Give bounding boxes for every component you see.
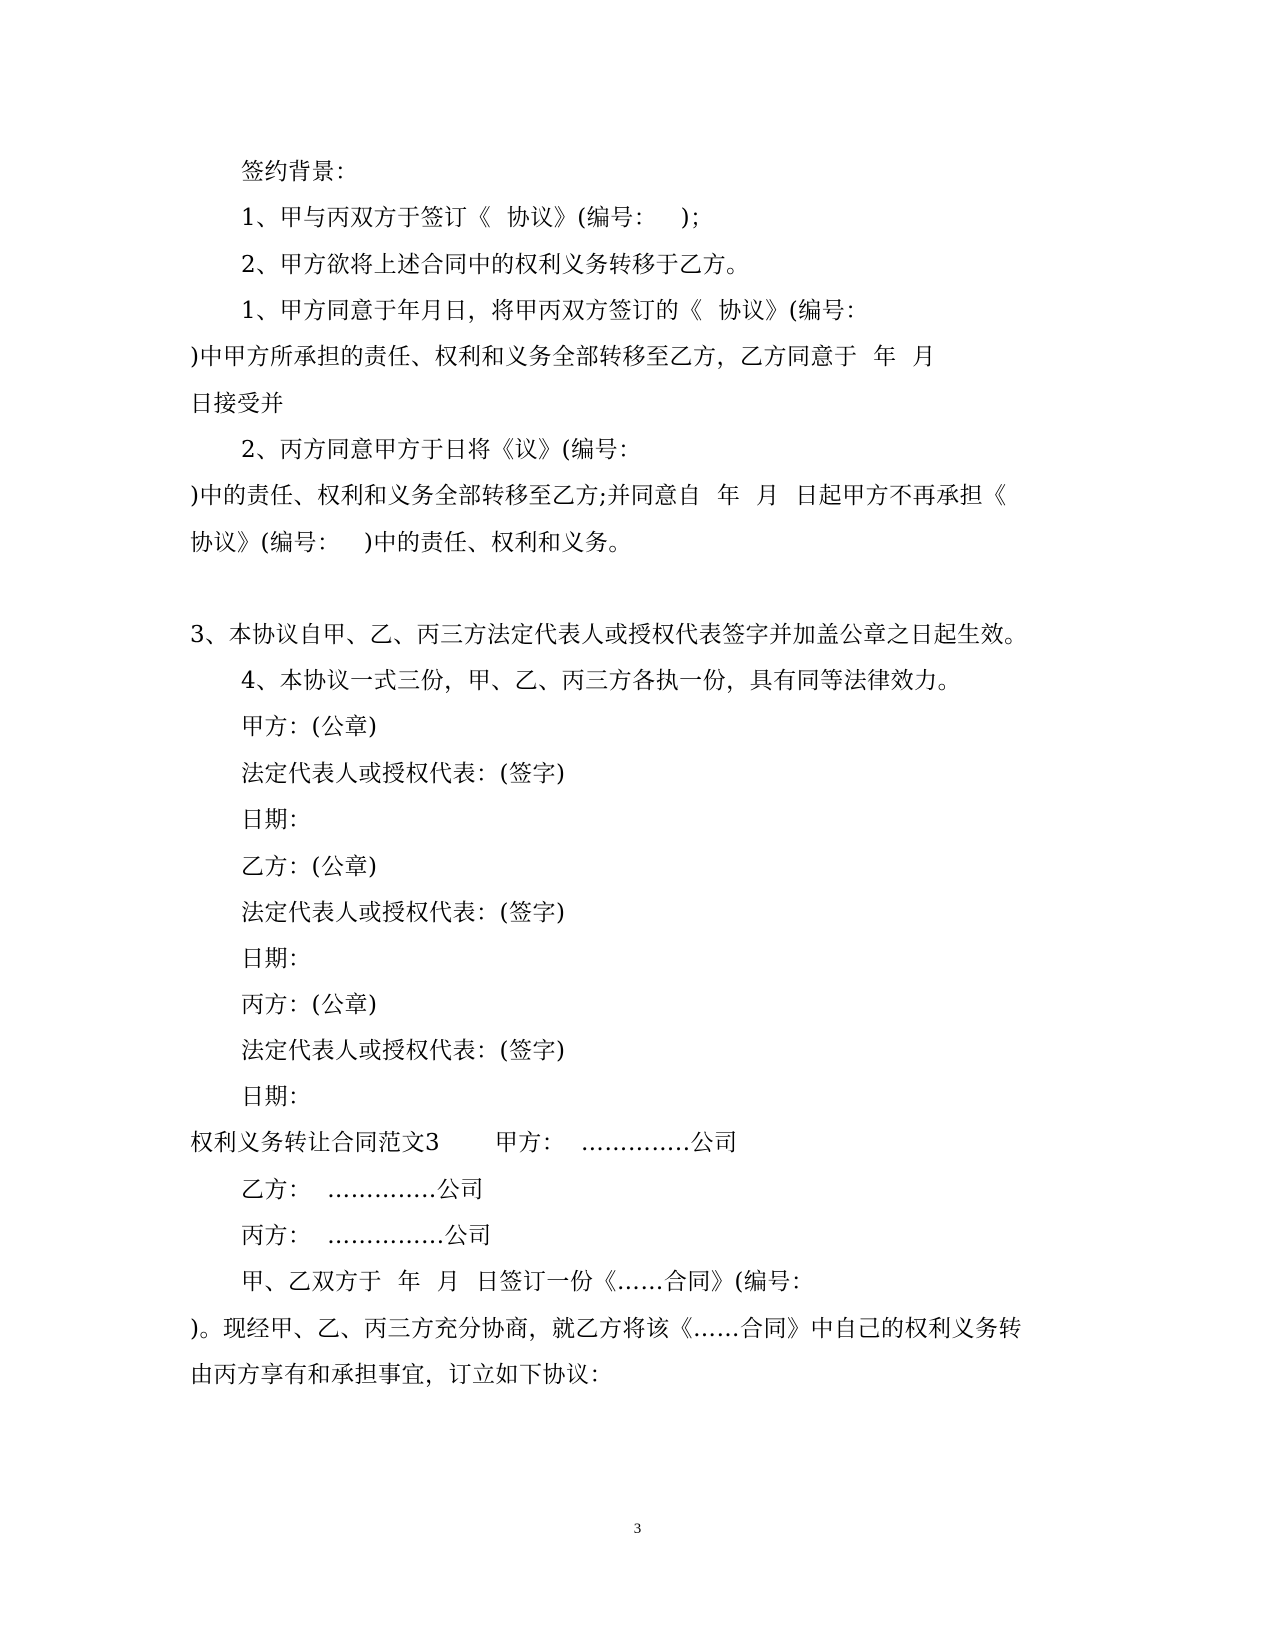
party-a-date: 日期： [241, 807, 312, 833]
paragraph-preamble: 甲、乙双方于 年 月 日签订一份《……合同》(编号： [241, 1269, 815, 1295]
party-c-date: 日期： [241, 1084, 312, 1110]
party-c-seal: 丙方：(公章) [241, 992, 378, 1018]
paragraph-clause-1-cont: )中甲方所承担的责任、权利和义务全部转移至乙方，乙方同意于 年 月 [190, 344, 936, 370]
party-a-seal: 甲方：(公章) [241, 714, 378, 740]
party-c-company: 丙方： …………...公司 [241, 1223, 492, 1249]
paragraph-signing-background: 签约背景： [241, 159, 359, 185]
paragraph-clause-4: 4、本协议一式三份，甲、乙、丙三方各执一份，具有同等法律效力。 [241, 668, 962, 694]
party-b-representative: 法定代表人或授权代表：(签字) [241, 900, 566, 926]
party-b-date: 日期： [241, 946, 312, 972]
party-b-company: 乙方： …………..公司 [241, 1177, 484, 1203]
paragraph-clause-1: 1、甲方同意于年月日，将甲丙双方签订的《 协议》(编号： [241, 298, 869, 324]
paragraph-clause-2: 2、丙方同意甲方于日将《议》(编号： [241, 437, 642, 463]
page-number: 3 [633, 1521, 642, 1537]
paragraph-background-item-2: 2、甲方欲将上述合同中的权利义务转移于乙方。 [241, 252, 750, 278]
paragraph-clause-3: 3、本协议自甲、乙、丙三方法定代表人或授权代表签字并加盖公章之日起生效。 [190, 622, 1028, 648]
paragraph-clause-2-end: 协议》(编号： )中的责任、权利和义务。 [190, 530, 632, 556]
section-title-sample-3: 权利义务转让合同范文3 甲方： …………..公司 [190, 1130, 738, 1156]
party-b-seal: 乙方：(公章) [241, 854, 378, 880]
paragraph-background-item-1: 1、甲与丙双方于签订《 协议》(编号： )； [241, 205, 714, 231]
paragraph-preamble-end: 由丙方享有和承担事宜，订立如下协议： [190, 1362, 613, 1388]
paragraph-clause-2-cont: )中的责任、权利和义务全部转移至乙方;并同意自 年 月 日起甲方不再承担《 [190, 483, 1007, 509]
party-c-representative: 法定代表人或授权代表：(签字) [241, 1038, 566, 1064]
paragraph-preamble-cont: )。现经甲、乙、丙三方充分协商，就乙方将该《……合同》中自己的权利义务转 [190, 1316, 1022, 1342]
paragraph-clause-1-end: 日接受并 [190, 391, 284, 417]
party-a-representative: 法定代表人或授权代表：(签字) [241, 761, 566, 787]
